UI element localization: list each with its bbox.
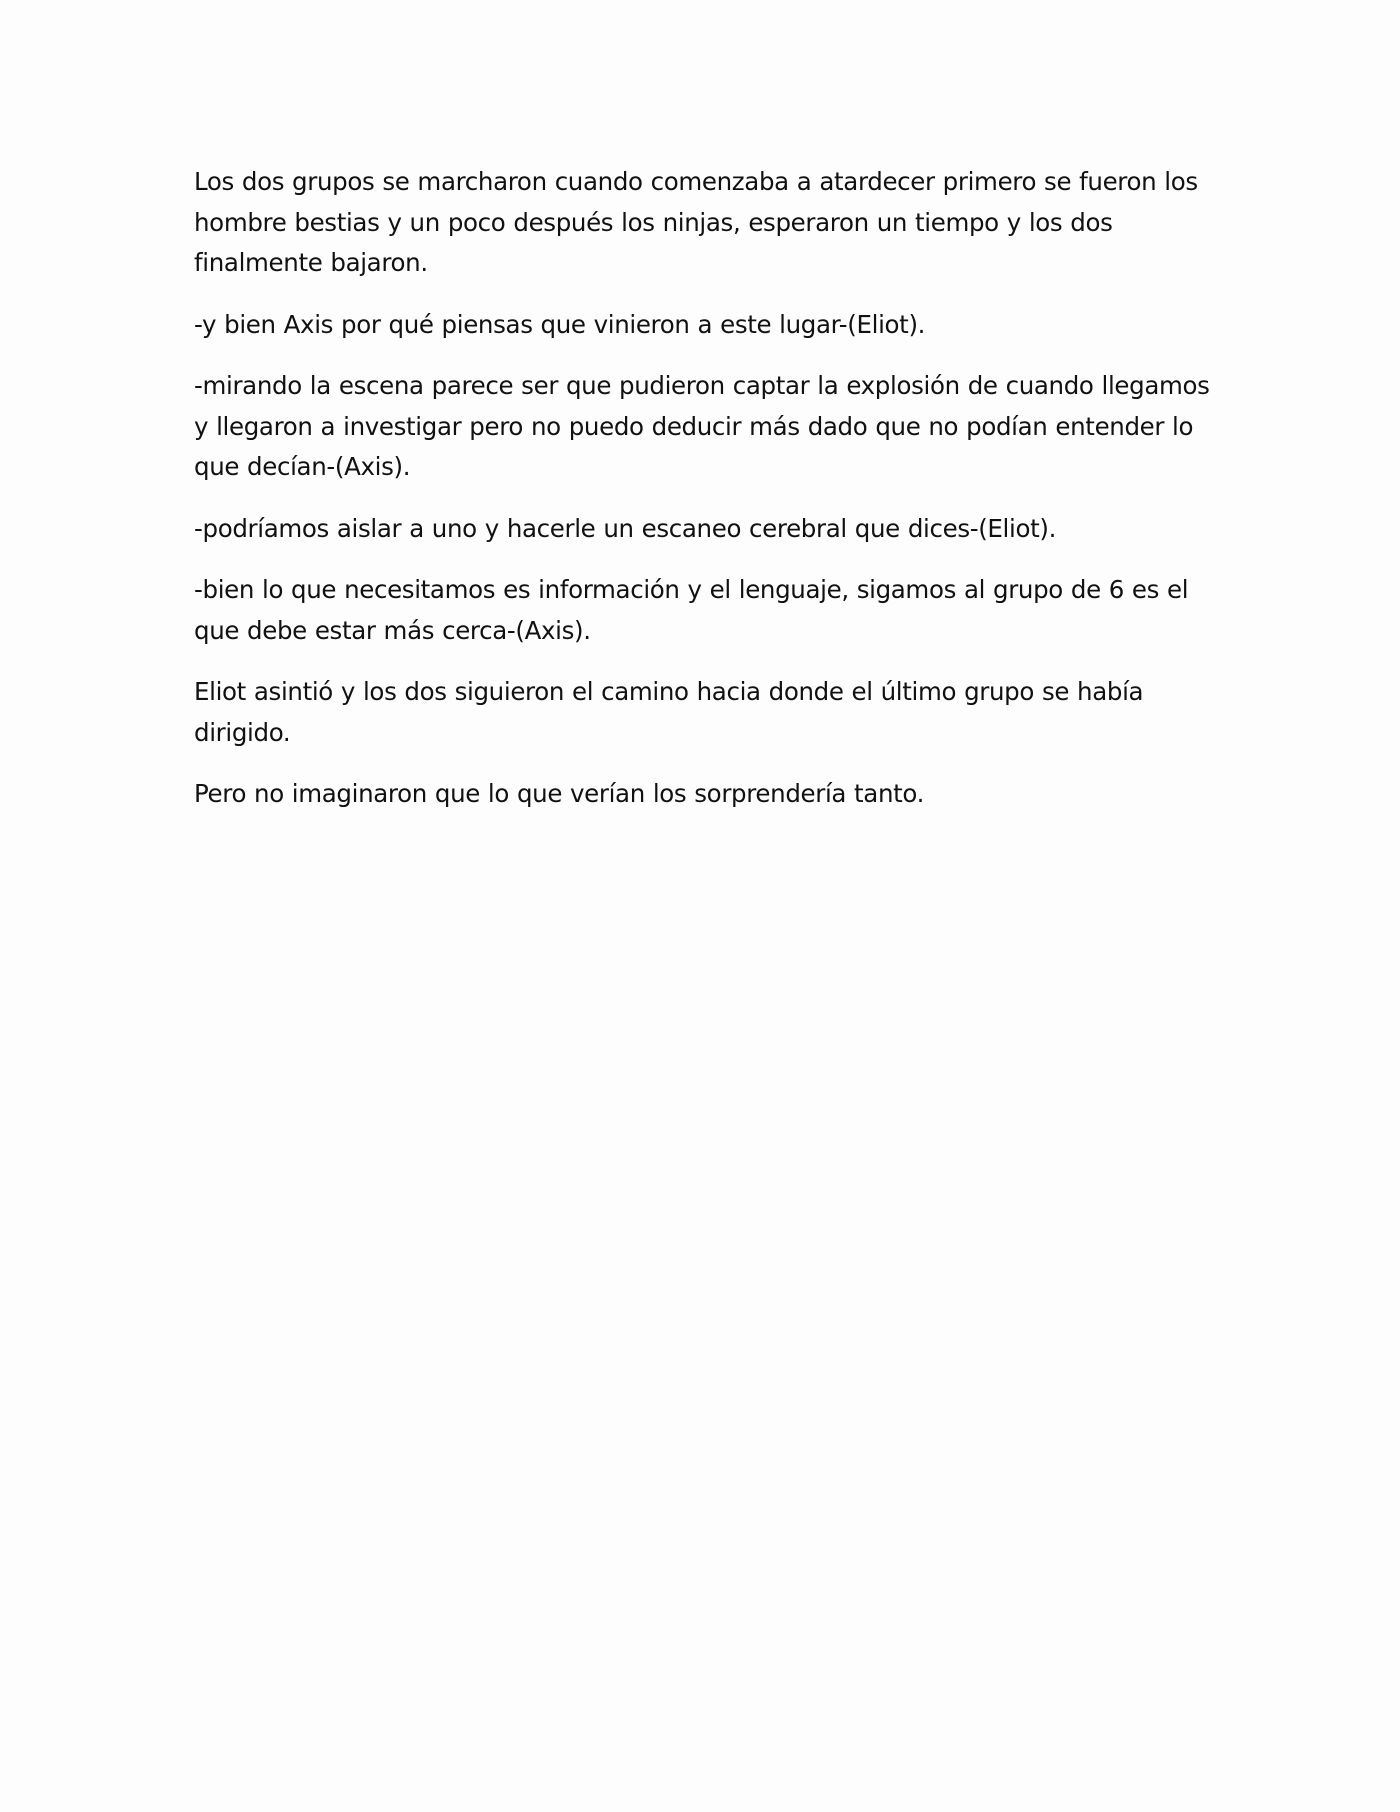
paragraph-3: -mirando la escena parece ser que pudieron captar la explosión de cuando llegamos y llegaron a investigar pero no puedo deducir más dado que no podían entender lo que decían-(Axis). xyxy=(194,371,1210,481)
paragraph-1: Los dos grupos se marcharon cuando comenzaba a atardecer primero se fueron los hombre bestias y un poco después los ninjas, esperaron un tiempo y los dos finalmente bajaron. xyxy=(194,167,1198,277)
paragraph-6: Eliot asintió y los dos siguieron el camino hacia donde el último grupo se había dirigido. xyxy=(194,677,1144,747)
document-body xyxy=(194,162,1224,836)
paragraph-2: -y bien Axis por qué piensas que vinieron a este lugar-(Eliot). xyxy=(194,309,926,339)
paragraph-4: -podríamos aislar a uno y hacerle un escaneo cerebral que dices-(Eliot). xyxy=(194,513,1057,543)
paragraph-7: Pero no imaginaron que lo que verían los sorprendería tanto. xyxy=(194,779,925,808)
paragraph-5: -bien lo que necesitamos es información y el lenguaje, sigamos al grupo de 6 es el que debe estar más cerca-(Axis). xyxy=(194,575,1189,645)
